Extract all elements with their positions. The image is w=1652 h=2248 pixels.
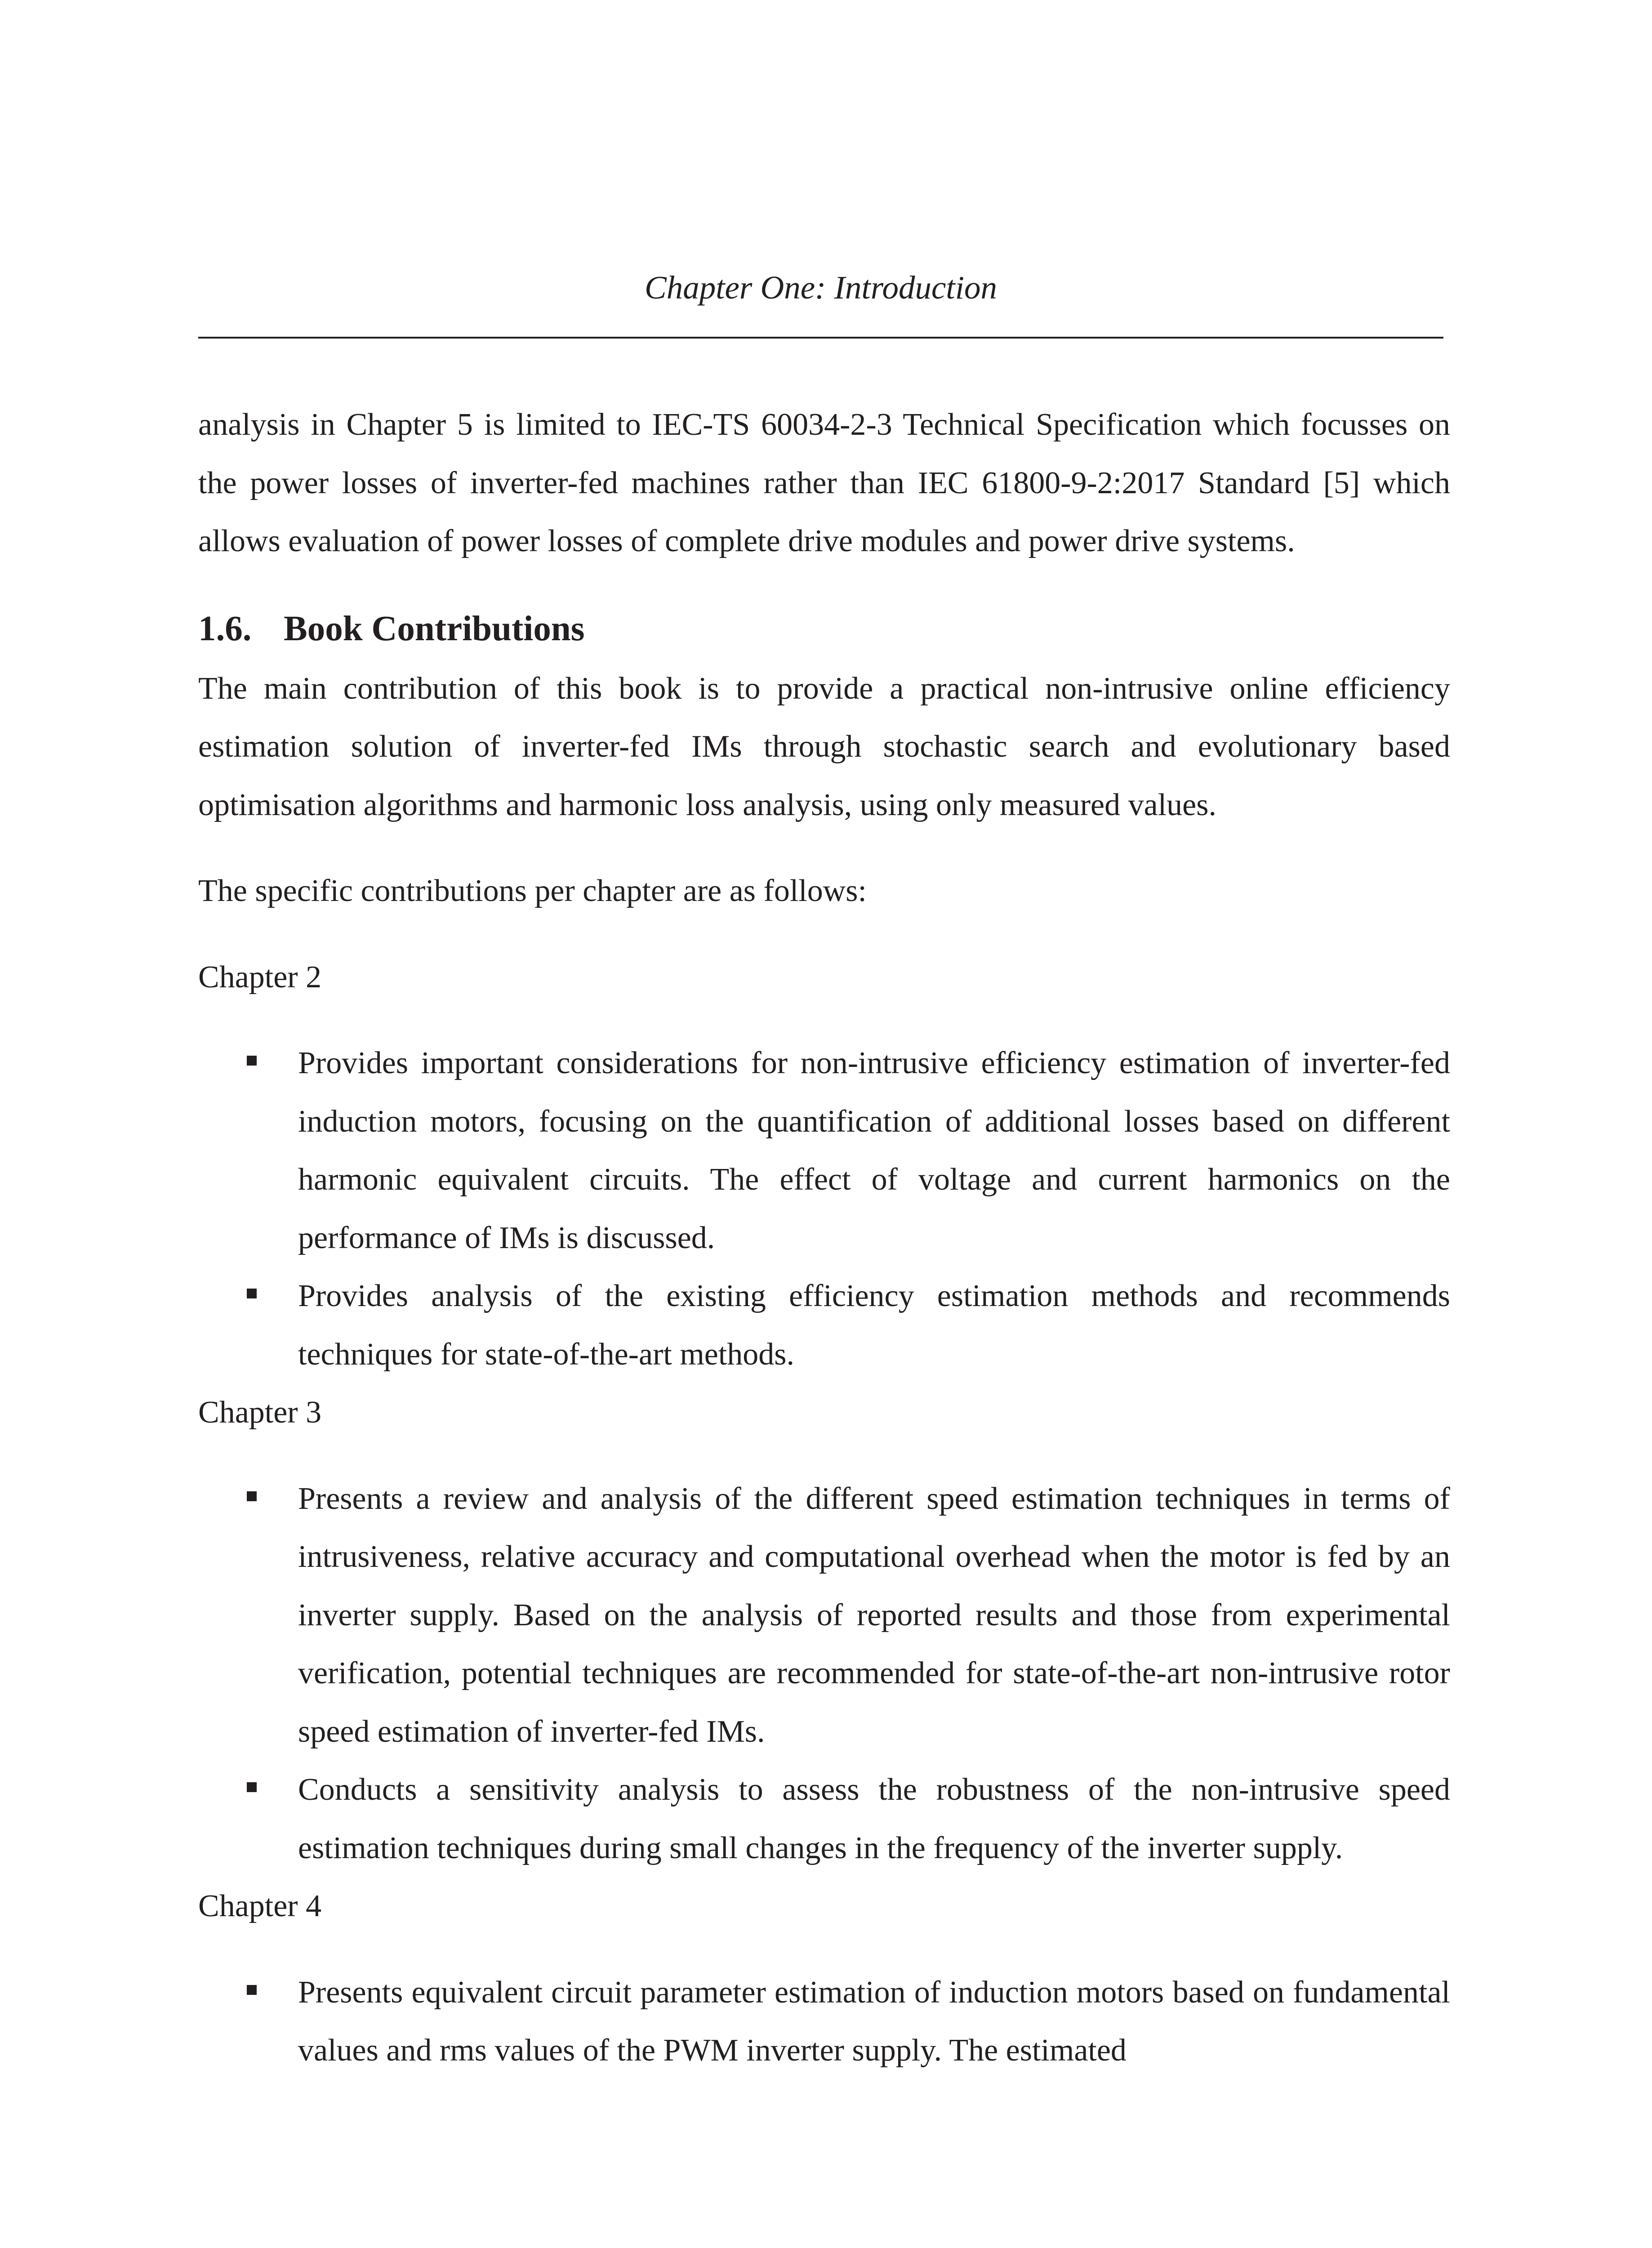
section-title: Book Contributions [284, 609, 585, 648]
chapter-4-bullet-list [198, 1963, 1450, 2080]
specific-contributions-intro: The specific contributions per chapter are as follows: [198, 874, 867, 908]
page-body [198, 396, 1450, 2080]
bullet-text: Presents equivalent circuit parameter estimation of induction motors based on fundamental values and rms values of the PWM inverter supply. The estimated [298, 1975, 1450, 2068]
bullet-item [198, 1267, 1450, 1383]
chapter-2-bullet-list [198, 1034, 1450, 1383]
chapter-label: Chapter 4 [198, 1889, 322, 1923]
chapter-3-bullet-list [198, 1470, 1450, 1878]
square-bullet-icon [247, 1289, 257, 1298]
square-bullet-icon [247, 1782, 257, 1792]
bullet-item [198, 1470, 1450, 1761]
chapter-label: Chapter 3 [198, 1395, 322, 1430]
chapter-label: Chapter 2 [198, 959, 322, 995]
main-contribution-paragraph: The main contribution of this book is to provide a practical non-intrusive online efficiency estimation solution of inverter-fed IMs through stochastic search and evolutionary based optimisation algorithms and harmonic loss analysis, using only measured values. [198, 671, 1450, 822]
section-number: 1.6. [198, 609, 252, 648]
bullet-text: Provides analysis of the existing efficiency estimation methods and recommends techniques for state-of-the-art methods. [298, 1279, 1450, 1372]
bullet-item [198, 1761, 1450, 1877]
bullet-text: Presents a review and analysis of the different speed estimation techniques in terms of intrusiveness, relative accuracy and computational overhead when the motor is fed by an inverter supply. Based on the analysis of reported results and those from experimental verification, potential techniques are recommended for state-of-the-art non-intrusive rotor speed estimation of inverter-fed IMs. [298, 1481, 1450, 1749]
square-bullet-icon [247, 1985, 257, 1995]
section-heading [198, 598, 1450, 660]
running-header: Chapter One: Introduction [645, 269, 997, 306]
bullet-item [198, 1034, 1450, 1267]
intro-paragraph: analysis in Chapter 5 is limited to IEC-TS 60034-2-3 Technical Specification which focusses on the power losses of inverter-fed machines rather than IEC 61800-9-2:2017 Standard [5] which allows evaluation of power losses of complete drive modules and power drive systems. [198, 407, 1450, 558]
header-rule [198, 337, 1443, 339]
square-bullet-icon [247, 1491, 257, 1501]
square-bullet-icon [247, 1056, 257, 1066]
bullet-text: Provides important considerations for non-intrusive efficiency estimation of inverter-fed induction motors, focusing on the quantification of additional losses based on different harmonic equivalent circuits. The effect of voltage and current harmonics on the performance of IMs is discussed. [298, 1046, 1450, 1255]
bullet-text: Conducts a sensitivity analysis to assess the robustness of the non-intrusive speed estimation techniques during small changes in the frequency of the inverter supply. [298, 1772, 1450, 1865]
bullet-item [198, 1963, 1450, 2080]
